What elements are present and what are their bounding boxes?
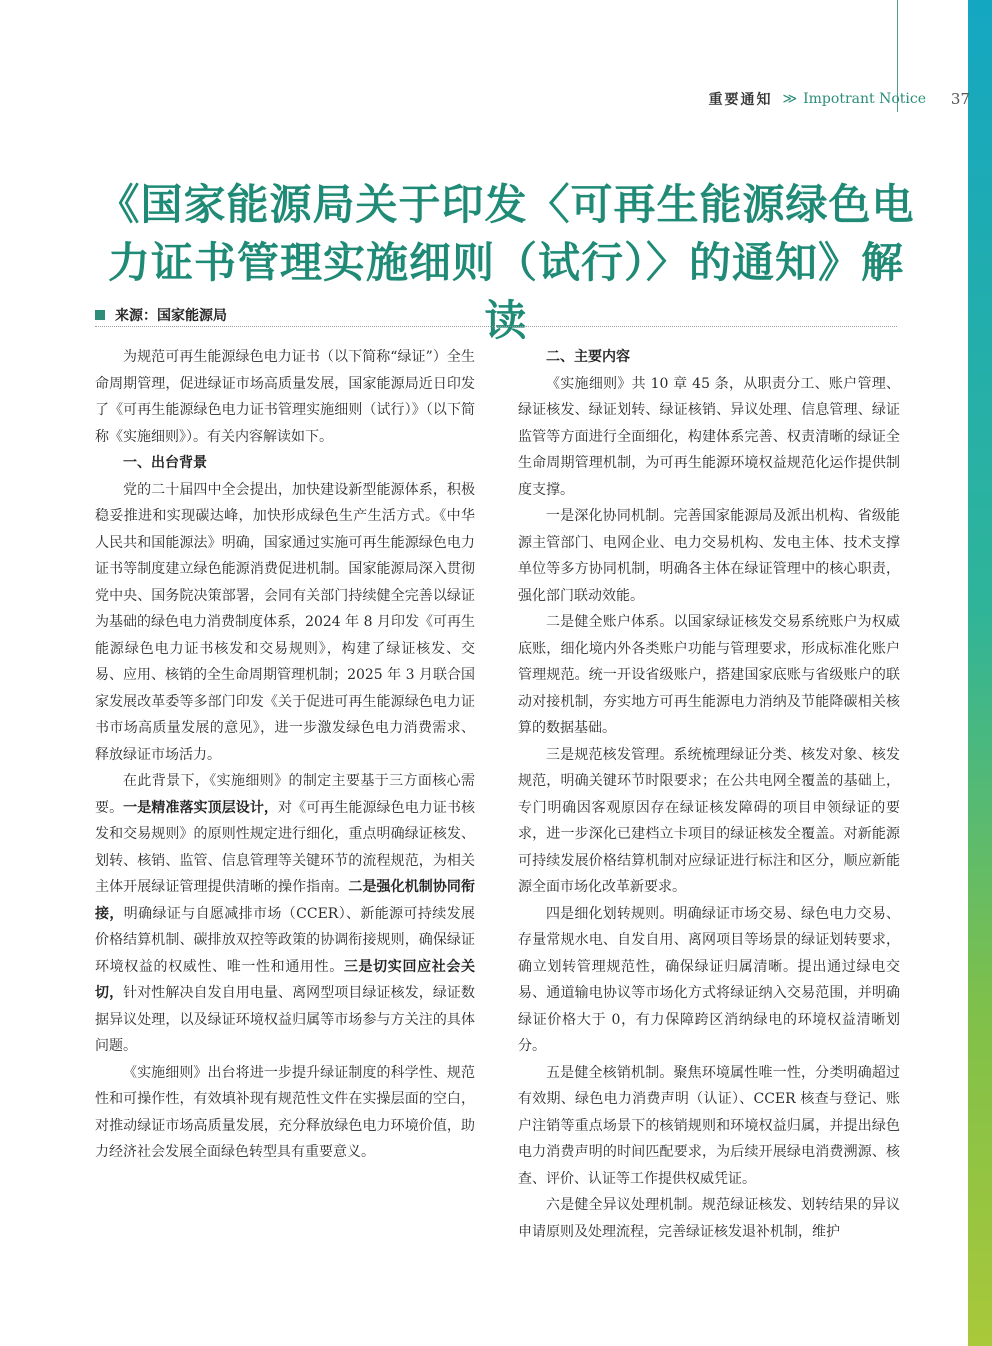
section-heading-background: 一、出台背景 [123,455,207,471]
section-heading-main-content: 二、主要内容 [546,349,630,365]
point-4-paragraph: 四是细化划转规则。明确绿证市场交易、绿色电力交易、存量常规水电、自发自用、离网项目等场景的绿证划转要求，确立划转管理规范性，确保绿证归属清晰。提出通过绿电交易、通道输电协议等市场化方式将绿证纳入交易范围，并明确绿证价格大于 0，有力保障跨区消纳绿电的环境权益清晰划分。 [518,905,900,1054]
needs-text-e: 针对性解决自发自用电量、离网型项目绿证核发，绿证数据异议处理，以及绿证环境权益归属等市场参与方关注的具体问题。 [95,985,476,1054]
running-header [708,88,970,110]
decorative-side-bar [968,0,992,1346]
significance-paragraph: 《实施细则》出台将进一步提升绿证制度的科学性、规范性和可操作性，有效填补现有规范性文件在实操层面的空白，对推动绿证市场高质量发展，充分释放绿色电力环境价值，助力经济社会发展全面绿色转型具有重要意义。 [95,1064,475,1160]
square-bullet-icon [95,310,105,320]
needs-text-a: 在此背景下，《实施细则》的制定主要基于三方面核心需要。 [95,773,475,816]
source-text: 来源：国家能源局 [115,308,227,324]
point-1-paragraph: 一是深化协同机制。完善国家能源局及派出机构、省级能源主管部门、电网企业、电力交易机构、发电主体、技术支撑单位等多方协同机制，明确各主体在绿证管理中的核心职责，强化部门联动效能。 [518,508,900,604]
needs-text-c: 对《可再生能源绿色电力证书核发和交易规则》的原则性规定进行细化，重点明确绿证核发、划转、核销、监管、信息管理等关键环节的流程规范，为相关主体开展绿证管理提供清晰的操作指南。 [95,799,476,895]
intro-paragraph: 为规范可再生能源绿色电力证书（以下简称“绿证”）全生命周期管理，促进绿证市场高质量发展，国家能源局近日印发了《可再生能源绿色电力证书管理实施细则（试行）》（以下简称《实施细则》）。有关内容解读如下。 [95,349,475,445]
point-2-paragraph: 二是健全账户体系。以国家绿证核发交易系统账户为权威底账，细化境内外各类账户功能与管理要求，形成标准化账户管理规范。统一开设省级账户，搭建国家底账与省级账户的联动对接机制，夯实地方可再生能源电力消纳及节能降碳相关核算的数据基础。 [518,614,900,736]
double-chevron-icon: ≫ [782,91,798,107]
source-line [95,304,897,327]
overview-paragraph: 《实施细则》共 10 章 45 条，从职责分工、账户管理、绿证核发、绿证划转、绿证核销、异议处理、信息管理、绿证监管等方面进行全面细化，构建体系完善、权责清晰的绿证全生命周期管理机制，为可再生能源环境权益规范化运作提供制度支撑。 [518,375,900,498]
point-5-paragraph: 五是健全核销机制。聚焦环境属性唯一性，分类明确超过有效期、绿色电力消费声明（认证）、CCER 核查与登记、账户注销等重点场景下的核销规则和环境权益归属，并提出绿色电力消费声明的时间匹配要求，为后续开展绿电消费溯源、核查、评价、认证等工作提供权威凭证。 [518,1064,900,1187]
needs-bold-1: 一是精准落实顶层设计， [123,799,279,816]
right-column [518,344,900,1245]
section-name: 重要通知 [708,92,773,108]
needs-bold-2: 二是强化机制协同衔接， [95,879,476,922]
point-6-paragraph: 六是健全异议处理机制。规范绿证核发、划转结果的异议申请原则及处理流程，完善绿证核发退补机制，维护 [518,1197,900,1240]
needs-text-d: 明确绿证与自愿减排市场（CCER）、新能源可持续发展价格结算机制、碳排放双控等政策的协调衔接规则，确保绿证环境权益的权威性、唯一性和通用性。 [95,905,475,975]
needs-paragraph [95,768,475,1060]
point-3-paragraph: 三是规范核发管理。系统梳理绿证分类、核发对象、核发规范，明确关键环节时限要求；在公共电网全覆盖的基础上，专门明确因客观原因存在绿证核发障碍的项目申领绿证的要求，进一步深化已建档立卡项目的绿证核发全覆盖。对新能源可持续发展价格结算机制对应绿证进行标注和区分，顺应新能源全面市场化改革新要求。 [518,746,900,895]
article-title: 《国家能源局关于印发〈可再生能源绿色电力证书管理实施细则（试行）〉的通知》解读 [97,180,915,345]
page-number: 37 [950,90,970,108]
left-column [95,344,475,1166]
section-name-en: Impotrant Notice [803,91,926,107]
background-paragraph: 党的二十届四中全会提出，加快建设新型能源体系，积极稳妥推进和实现碳达峰，加快形成绿色生产生活方式。《中华人民共和国能源法》明确，国家通过实施可再生能源绿色电力证书等制度建立绿色能源消费促进机制。国家能源局深入贯彻党中央、国务院决策部署，会同有关部门持续健全完善以绿证为基础的绿色电力消费制度体系，2024 年 8 月印发《可再生能源绿色电力证书核发和交易规则》，构建了绿证核发、交易、应用、核销的全生命周期管理机制；2025 年 3 月联合国家发展改革委等多部门印发《关于促进可再生能源绿色电力证书市场高质量发展的意见》，进一步激发绿色电力消费需求、释放绿证市场活力。 [95,481,475,763]
needs-bold-3: 三是切实回应社会关切， [95,958,476,1001]
